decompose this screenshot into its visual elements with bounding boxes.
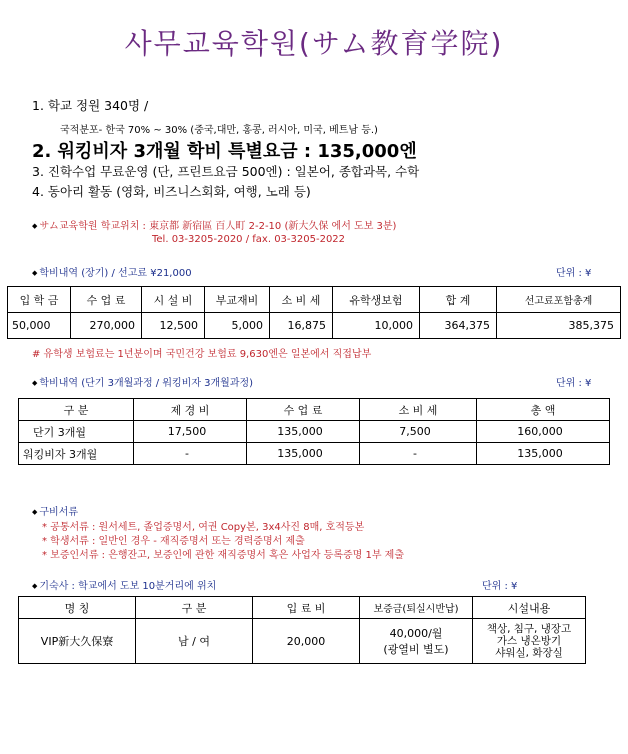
table-header-cell: 소 비 세	[270, 287, 333, 313]
table-header-cell: 시설내용	[473, 597, 586, 619]
table-cell: 364,375	[420, 313, 497, 339]
table-cell: 12,500	[142, 313, 205, 339]
location-contact: Tel. 03-3205-2020 / fax. 03-3205-2022	[152, 234, 346, 245]
dorm-table	[18, 596, 586, 664]
table-header-cell: 부교재비	[205, 287, 270, 313]
table-header-row	[19, 399, 610, 421]
table-cell	[360, 619, 473, 664]
documents-item: * 공통서류 : 원서세트, 졸업증명서, 여권 Copy본, 3x4사진 8매, 호적등본	[42, 522, 365, 533]
table-cell: 50,000	[8, 313, 71, 339]
table-header-cell: 시 설 비	[142, 287, 205, 313]
deposit-note: (광열비 별도)	[383, 643, 449, 656]
table-cell: 5,000	[205, 313, 270, 339]
table-header-row	[19, 597, 586, 619]
intro-line1: 1. 학교 정원 340명 /	[32, 98, 149, 113]
table-cell: -	[360, 443, 477, 465]
page-title: 사무교육학원(サム教育学院)	[124, 27, 504, 60]
deposit-amount: 40,000/월	[389, 627, 443, 640]
fees-long-unit: 단위 : ¥	[556, 268, 592, 279]
fees-short-table	[18, 398, 610, 465]
documents-heading: ◆ 구비서류	[32, 503, 78, 518]
table-row	[19, 443, 610, 465]
table-header-cell: 유학생보험	[333, 287, 420, 313]
table-header-cell: 보증금(퇴실시반납)	[360, 597, 473, 619]
fees-long-table	[7, 286, 621, 339]
dorm-heading: ◆ 기숙사 : 학교에서 도보 10분거리에 위치	[32, 577, 216, 592]
documents-item: * 학생서류 : 일반인 경우 - 재직증명서 또는 경력증명서 제출	[42, 536, 305, 547]
table-cell	[473, 619, 586, 664]
table-header-cell: 소 비 세	[360, 399, 477, 421]
table-header-cell: 총 액	[477, 399, 610, 421]
intro-line4: 4. 동아리 활동 (영화, 비즈니스회화, 여행, 노래 등)	[32, 184, 311, 199]
intro-line3: 3. 진학수업 무료운영 (단, 프린트요금 500엔) : 일본어, 종합과목, 수학	[32, 164, 420, 179]
table-header-cell: 수 업 료	[247, 399, 360, 421]
table-header-cell: 제 경 비	[134, 399, 247, 421]
table-header-cell: 합 계	[420, 287, 497, 313]
table-header-cell: 구 분	[19, 399, 134, 421]
documents-item: * 보증인서류 : 은행잔고, 보증인에 관한 재직증명서 혹은 사업자 등록증명 1부 제출	[42, 550, 404, 561]
facility-line: 샤워실, 화장실	[495, 647, 563, 659]
table-header-cell: 구 분	[136, 597, 253, 619]
table-cell: 워킹비자 3개월	[19, 443, 134, 465]
table-header-row	[8, 287, 621, 313]
dorm-unit: 단위 : ¥	[482, 581, 518, 592]
table-header-cell: 입 학 금	[8, 287, 71, 313]
table-cell: 7,500	[360, 421, 477, 443]
table-header-cell: 선고료포함총계	[497, 287, 621, 313]
table-cell: 135,000	[247, 421, 360, 443]
table-cell: 135,000	[477, 443, 610, 465]
table-cell: 남 / 여	[136, 619, 253, 664]
intro-nationality: 국적분포- 한국 70% ~ 30% (중국,대만, 홍콩, 러시아, 미국, 베트남 등.)	[60, 125, 378, 136]
fees-long-heading: ◆ 학비내역 (장기) / 선고료 ¥21,000	[32, 264, 192, 279]
table-header-cell: 명 칭	[19, 597, 136, 619]
table-cell: 385,375	[497, 313, 621, 339]
table-header-cell: 입 료 비	[253, 597, 360, 619]
table-header-cell: 수 업 료	[71, 287, 142, 313]
table-cell: 135,000	[247, 443, 360, 465]
fees-short-heading: ◆ 학비내역 (단기 3개월과정 / 워킹비자 3개월과정)	[32, 374, 253, 389]
table-cell: 160,000	[477, 421, 610, 443]
table-cell: 20,000	[253, 619, 360, 664]
fees-long-note: # 유학생 보험료는 1년분이며 국민건강 보험료 9,630엔은 일본에서 직접납부	[32, 349, 372, 360]
facility-line: 책상, 침구, 냉장고	[486, 623, 572, 635]
table-cell: 270,000	[71, 313, 142, 339]
table-cell: 17,500	[134, 421, 247, 443]
location-label: ◆ サム교육학원 학교위치 : 東京都 新宿區 百人町 2-2-10 (新大久保 에서 도보 3분)	[32, 217, 396, 232]
table-cell: VIP新大久保寮	[19, 619, 136, 664]
table-cell: 단기 3개월	[19, 421, 134, 443]
fees-short-unit: 단위 : ¥	[556, 378, 592, 389]
table-row	[19, 421, 610, 443]
intro-line2: 2. 워킹비자 3개월 학비 특별요금 : 135,000엔	[32, 141, 417, 162]
facility-line: 가스 냉온방기	[496, 635, 562, 647]
table-cell: -	[134, 443, 247, 465]
table-row	[8, 313, 621, 339]
table-cell: 16,875	[270, 313, 333, 339]
table-cell: 10,000	[333, 313, 420, 339]
table-row	[19, 619, 586, 664]
